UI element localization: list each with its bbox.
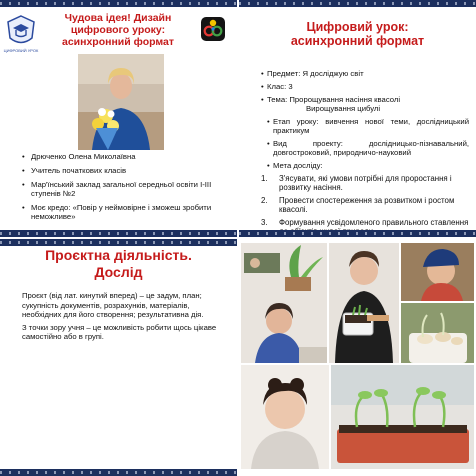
- slide-title: [239, 20, 476, 48]
- goal-number: 1.: [261, 174, 268, 183]
- top-decor-bar: [0, 239, 237, 246]
- goal-text: Формування усвідомленого правильного ставлення: [279, 218, 469, 227]
- goal-item: [261, 196, 469, 214]
- slide-title: Чудова ідея! Дизайн цифрового уроку: асинхронний формат: [61, 12, 174, 48]
- child-video-call-photo: [241, 243, 327, 363]
- boy-with-pot-photo: [329, 243, 399, 363]
- list-item-continuation: Вирощування цибулі: [306, 104, 381, 113]
- top-decor-bar: [0, 0, 237, 7]
- slide-title: [0, 247, 237, 281]
- slide-teacher-intro: [0, 0, 237, 237]
- title-line: асинхронний формат: [290, 34, 425, 48]
- list-item: • Учитель початкових класів: [22, 166, 227, 175]
- title-line: Дослід: [94, 264, 143, 280]
- logo-caption: ЦИФРОВИЙ УРОК: [3, 48, 39, 53]
- slide-lesson-details: [239, 0, 476, 237]
- list-item: • Тема: Пророщування насіння квасолі: [261, 95, 469, 104]
- list-item: • Предмет: Я досліджую світ: [261, 69, 469, 78]
- goal-text: З'ясувати, які умови потрібні для проростання і розвитку насіння.: [279, 174, 452, 192]
- slide-project-activity: [0, 239, 237, 476]
- bottom-decor-bar: [0, 469, 237, 476]
- teacher-photo: [78, 54, 164, 150]
- title-line: Цифровий урок:: [306, 20, 409, 34]
- boy-with-hat-photo: [401, 243, 474, 301]
- sprouts-in-planter-photo: [331, 365, 474, 469]
- top-decor-bar: [239, 0, 476, 7]
- app-logo-icon: [201, 17, 225, 41]
- goal-text: Провести спостереження за розвитком і ростом квасолі.: [279, 196, 455, 214]
- list-item: • Моє кредо: «Повір у неймовірне і зможеш зробити неможливе»: [22, 203, 227, 221]
- teacher-info-list: [22, 152, 227, 226]
- paragraph: З точки зору учня – це можливість робити щось цікаве самостійно або в групі.: [22, 322, 217, 341]
- list-item: • Вид проекту: дослідницько-пізнавальний, довгостроковий, природничо-науковий: [261, 139, 469, 157]
- bottom-decor-bar: [0, 230, 237, 237]
- goal-item: [261, 174, 469, 192]
- girl-portrait-photo: [241, 365, 329, 469]
- lesson-info: [261, 69, 469, 237]
- school-logo-icon: [6, 14, 36, 48]
- bottom-decor-bar: [239, 230, 476, 237]
- project-definition: [22, 291, 222, 345]
- goal-number: 3.: [261, 218, 268, 227]
- list-item: • Етап уроку: вивчення нової теми, дослідницький практикум: [261, 117, 469, 135]
- goal-number: 2.: [261, 196, 268, 205]
- list-item: • Мета досліду:: [261, 161, 469, 170]
- paragraph: Проєкт (від лат. кинутий вперед) – це задум, план; сукупність документів, розрахунків, матеріалів, необхідних для його створення; результативна дія.: [22, 291, 204, 319]
- list-item: • Мар'їнський заклад загальної середньої освіти І-ІІІ ступенів №2: [22, 180, 227, 198]
- title-line: Проєктна діяльність.: [45, 247, 192, 263]
- photo-collage: [239, 239, 476, 476]
- bean-sprouts-closeup-photo: [401, 303, 474, 363]
- list-item: • Клас: 3: [261, 82, 469, 91]
- list-item: • Дрюченко Олена Миколаївна: [22, 152, 227, 161]
